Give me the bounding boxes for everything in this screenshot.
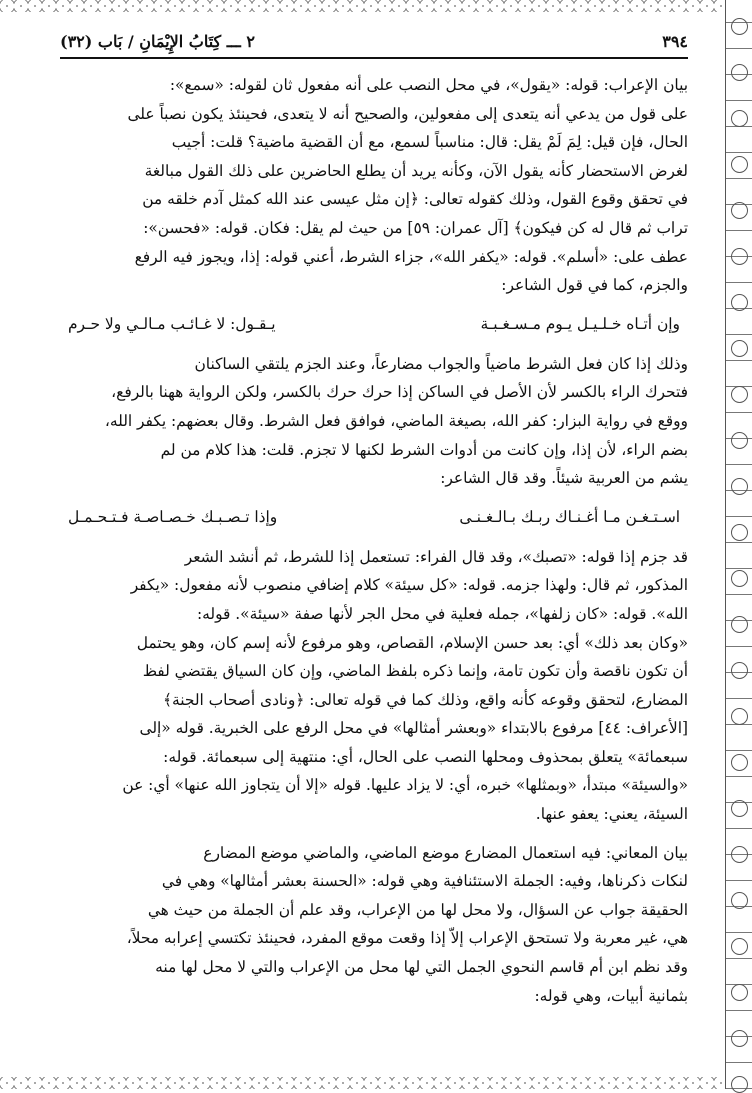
text-line: أن تكون ناقصة وأن تكون تامة، وإنما ذكره بلفظ الماضي، وإن كان السياق يقتضي لفظ bbox=[142, 662, 688, 681]
text-line: على قول من يدعي أنه يتعدى إلى مفعولين، والصحيح أنه لا يتعدى، فحينئذ يكون نصباً على bbox=[127, 104, 688, 123]
decorative-border-top bbox=[0, 0, 726, 12]
text-line: وذلك إذا كان فعل الشرط ماضياً والجواب مضارعاً، وعند الجزم يلتقي الساكنان bbox=[194, 354, 688, 373]
paragraph-irab bbox=[60, 71, 688, 300]
border-ornament bbox=[731, 708, 748, 725]
text-line: وقد نظم ابن أم قاسم النحوي الجمل التي لها محل من الإعراب والتي لا محل لها منه bbox=[155, 958, 688, 977]
poem-verse-2 bbox=[68, 503, 680, 531]
text-line: تراب ثم قال له كن فيكون﴾ [آل عمران: ٥٩] من حيث لم يقل: فكان. قوله: «فحسن»: bbox=[143, 218, 688, 237]
text-line: فتحرك الراء بالكسر لأن الأصل في الساكن إذا حرك حرك بالكسر، ولكن الرواية ههنا بالرفع، bbox=[111, 383, 688, 402]
verse-first-hemistich: اسـتـغـن مـا أغـنـاك ربـك بـالـغـنـى bbox=[459, 507, 680, 526]
border-ornament bbox=[731, 248, 748, 265]
text-line: يشم من العربية شيئاً. وقد قال الشاعر: bbox=[440, 469, 688, 488]
border-ornament bbox=[731, 64, 748, 81]
border-ornament bbox=[731, 800, 748, 817]
border-ornament bbox=[731, 570, 748, 587]
verse-second-hemistich: وإذا تـصـبـك خـصـاصـة فـتـحـمـل bbox=[68, 507, 278, 526]
paragraph-spacer bbox=[60, 829, 688, 839]
border-ornament bbox=[731, 340, 748, 357]
poem-verse-1 bbox=[68, 310, 680, 338]
text-line: المذكور، ثم قال: ولهذا جزمه. قوله: «كل سيئة» كلام إضافي منصوب لأنه مفعول: «يكفر bbox=[130, 576, 688, 595]
text-line: السيئة، يعني: يعفو عنها. bbox=[535, 805, 688, 824]
text-line: لغرض الاستحضار كأنه يقول الآن، وكأنه يريد أن يطلع الحاضرين على ذلك القول مبالغة bbox=[144, 161, 688, 180]
border-ornament bbox=[731, 846, 748, 863]
text-line: عطف على: «أسلم». قوله: «يكفر الله»، جزاء الشرط، أعني قوله: إذا، ويجوز فيه الرفع bbox=[134, 247, 688, 266]
text-line: الله». قوله: «كان زلفها»، جمله فعلية في محل الجر لأنها صفة «سيئة». قوله: bbox=[196, 604, 688, 623]
border-ornament bbox=[731, 156, 748, 173]
border-ornament bbox=[731, 478, 748, 495]
page-header bbox=[60, 32, 688, 59]
paragraph-jazm bbox=[60, 543, 688, 829]
text-line: والجزم، كما في قول الشاعر: bbox=[501, 276, 688, 295]
decorative-border-right bbox=[725, 0, 752, 1089]
border-ornament bbox=[731, 1030, 748, 1047]
border-ornament bbox=[731, 18, 748, 35]
text-line: بيان الإعراب: قوله: «يقول»، في محل النصب على أنه مفعول ثان لقوله: «سمع»: bbox=[169, 76, 688, 94]
border-ornament bbox=[731, 662, 748, 679]
paragraph-condition bbox=[60, 350, 688, 493]
paragraph-maani bbox=[60, 839, 688, 1011]
text-line: هي، غير معربة ولا تستحق الإعراب إلاّ إذا وقعت موقع المفرد، فحينئذ تكتسي إعرابه محلاً، bbox=[126, 929, 688, 948]
border-ornament bbox=[731, 616, 748, 633]
text-line: سبعمائة» يتعلق بمحذوف ومحلها النصب على الحال، أي: منتهية إلى سبعمائة. قوله: bbox=[163, 747, 688, 766]
border-ornament bbox=[731, 892, 748, 909]
text-line: [الأعراف: ٤٤] مرفوع بالابتداء «وبعشر أمثالها» في محل الرفع على الخبرية. قوله «إلى bbox=[139, 719, 688, 738]
border-ornament bbox=[731, 110, 748, 127]
verse-first-hemistich: وإن أتـاه خـلـيـل يـوم مـسـغـبـة bbox=[480, 314, 680, 333]
page-number: ٣٩٤ bbox=[662, 32, 688, 51]
verse-second-hemistich: يـقـول: لا غـائـب مـالـي ولا حـرم bbox=[68, 314, 276, 333]
text-line: في تحقق وقوع القول، وذلك كقوله تعالى: ﴿إن مثل عيسى عند الله كمثل آدم خلقه من bbox=[142, 190, 688, 209]
border-ornament bbox=[731, 202, 748, 219]
text-line: الحقيقة جواب عن السؤال، ولا محل لها من الإعراب، وقد علم أن الجملة من حيث هي bbox=[147, 900, 688, 919]
decorative-border-bottom bbox=[0, 1077, 726, 1089]
border-ornament bbox=[731, 386, 748, 403]
border-ornament bbox=[731, 1076, 748, 1093]
text-line: «والسيئة» مبتدأ، «وبمثلها» خبره، أي: لا يزاد عليها. قوله «إلا أن يتجاوز الله عنها» أي: عن bbox=[122, 776, 688, 795]
border-ornament bbox=[731, 938, 748, 955]
running-title: ٢ ـــ كِتَابُ الإِيْمَانِ / بَاب (٣٢) bbox=[60, 32, 255, 51]
text-line: لنكات ذكرناها، وفيه: الجملة الاستئنافية وهي قوله: «الحسنة بعشر أمثالها» وهي في bbox=[161, 872, 688, 891]
border-ornament bbox=[731, 984, 748, 1001]
text-line: الحال، فإن قيل: لِمَ لَمْ يقل: قال: مناسباً لسمع، مع أن القضية ماضية؟ قلت: أجيب bbox=[171, 133, 688, 152]
border-ornament bbox=[731, 294, 748, 311]
text-line: بثمانية أبيات، وهي قوله: bbox=[534, 986, 688, 1005]
text-line: بضم الراء، لأن إذا، وإن كانت من أدوات الشرط لكنها لا تجزم. قلت: هذا كلام من لم bbox=[160, 440, 688, 459]
border-ornament bbox=[731, 524, 748, 541]
book-page bbox=[60, 32, 688, 1010]
text-line: المضارع، لتحقق وقوعه كأنه واقع، وذلك كما في قوله تعالى: ﴿ونادى أصحاب الجنة﴾ bbox=[162, 690, 688, 709]
border-ornament bbox=[731, 754, 748, 771]
text-line: ووقع في رواية البزار: كفر الله، بصيغة الماضي، فوافق فعل الشرط. وقال بعضهم: يكفر الله، bbox=[104, 411, 688, 430]
text-line: «وكان بعد ذلك» أي: بعد حسن الإسلام، القصاص، وهو مرفوع لأنه إسم كان، وهو يحتمل bbox=[136, 633, 688, 652]
text-line: قد جزم إذا قوله: «تصبك»، وقد قال الفراء: تستعمل إذا للشرط، ثم أنشد الشعر bbox=[184, 547, 688, 566]
border-ornament bbox=[731, 432, 748, 449]
text-line: بيان المعاني: فيه استعمال المضارع موضع الماضي، والماضي موضع المضارع bbox=[203, 843, 688, 862]
